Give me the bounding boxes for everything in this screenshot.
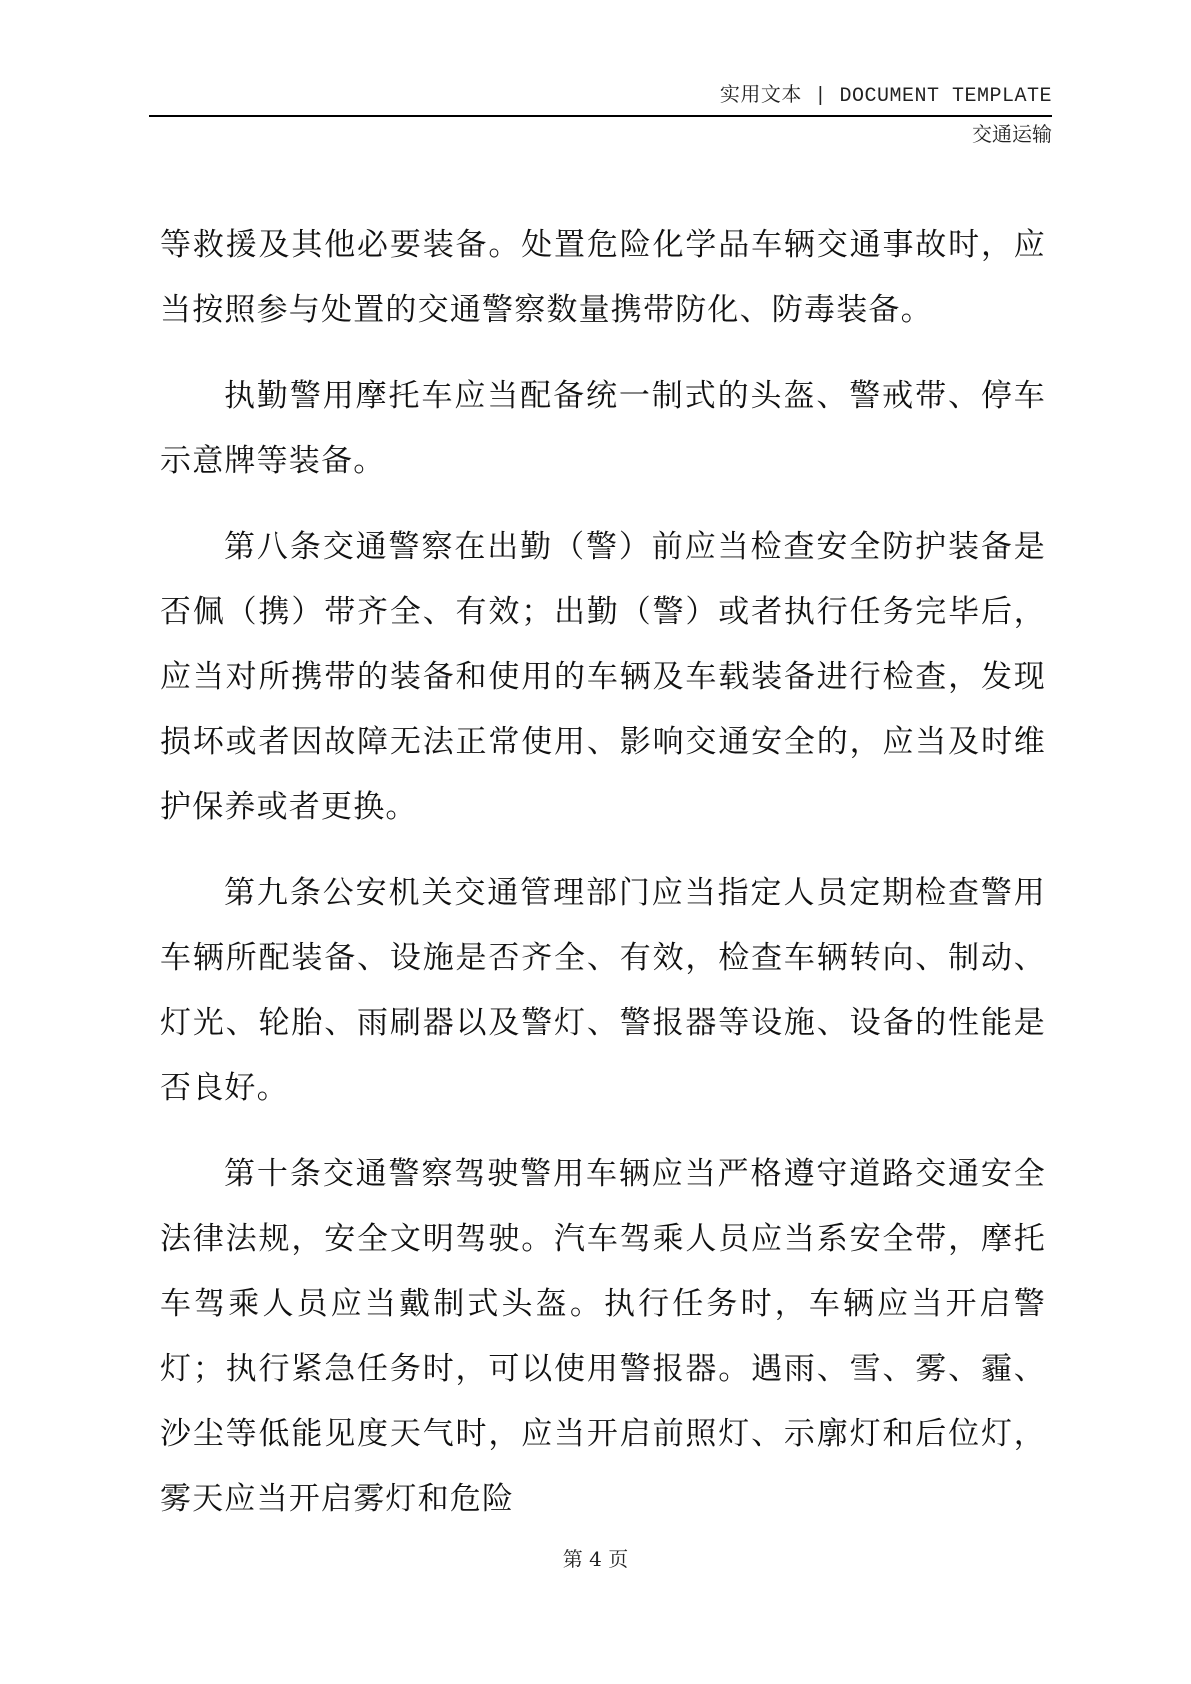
header-divider xyxy=(149,115,1052,117)
paragraph-article-10: 第十条交通警察驾驶警用车辆应当严格遵守道路交通安全法律法规，安全文明驾驶。汽车驾乘人员应当系安全带，摩托车驾乘人员应当戴制式头盔。执行任务时，车辆应当开启警灯；执行紧急任务时，可以使用警报器。遇雨、雪、雾、霾、沙尘等低能见度天气时，应当开启前照灯、示廓灯和后位灯，雾天应当开启雾灯和危险 xyxy=(160,1156,1046,1517)
header-category: 交通运输 xyxy=(972,122,1052,146)
header-title xyxy=(149,84,1052,110)
page-header xyxy=(149,84,1052,146)
paragraph: 执勤警用摩托车应当配备统一制式的头盔、警戒带、停车示意牌等装备。 xyxy=(160,378,1046,479)
header-title-en: DOCUMENT TEMPLATE xyxy=(839,85,1052,108)
page-number: 第 4 页 xyxy=(562,1547,629,1571)
paragraph-article-8: 第八条交通警察在出勤（警）前应当检查安全防护装备是否佩（携）带齐全、有效；出勤（警）或者执行任务完毕后，应当对所携带的装备和使用的车辆及车载装备进行检查，发现损坏或者因故障无法正常使用、影响交通安全的，应当及时维护保养或者更换。 xyxy=(160,529,1046,825)
document-body xyxy=(160,213,1046,1532)
paragraph-article-9: 第九条公安机关交通管理部门应当指定人员定期检查警用车辆所配装备、设施是否齐全、有效，检查车辆转向、制动、灯光、轮胎、雨刷器以及警灯、警报器等设施、设备的性能是否良好。 xyxy=(160,875,1046,1106)
header-separator: | xyxy=(814,85,827,108)
paragraph-continuation: 等救援及其他必要装备。处置危险化学品车辆交通事故时，应当按照参与处置的交通警察数量携带防化、防毒装备。 xyxy=(160,227,1046,328)
header-title-cn: 实用文本 xyxy=(719,85,802,108)
